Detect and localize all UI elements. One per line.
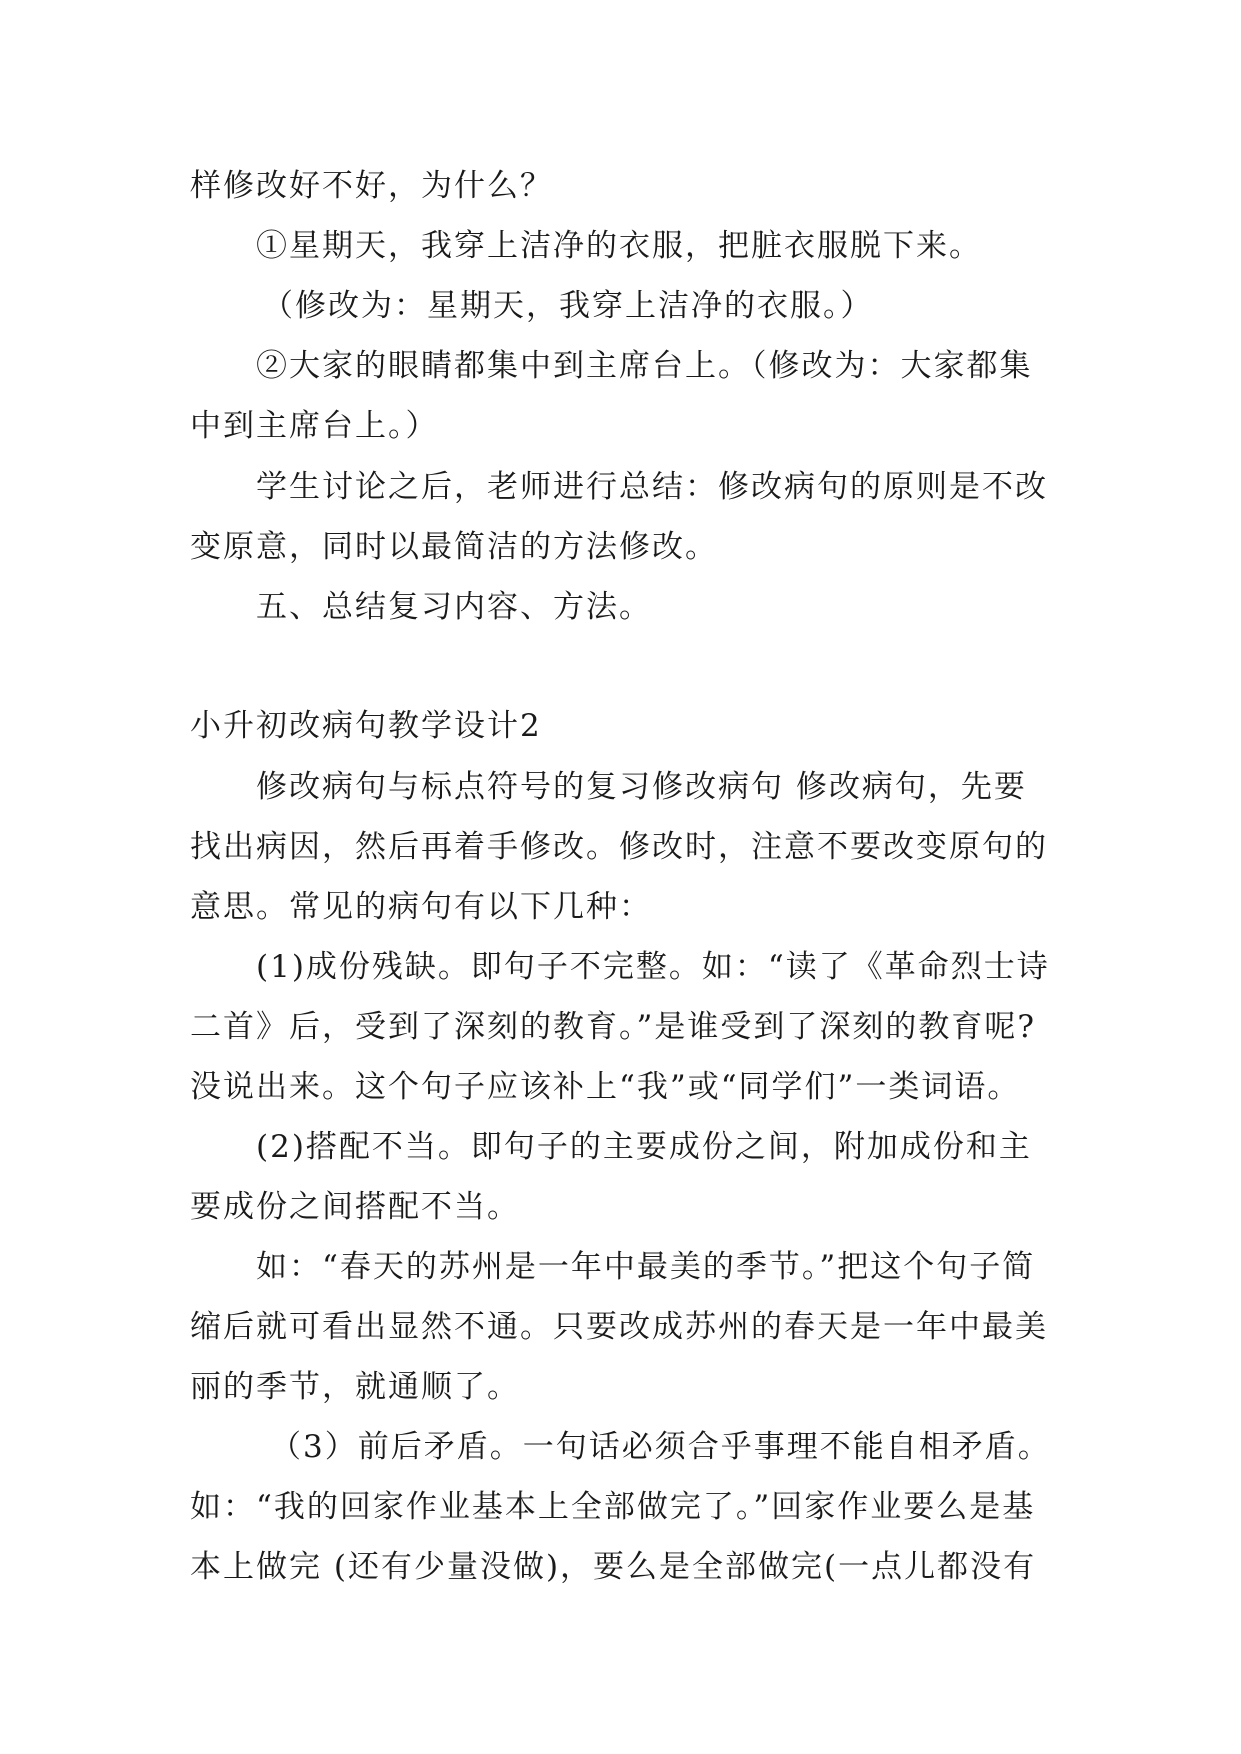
- paragraph-line: 丽的季节，就通顺了。: [190, 1369, 520, 1405]
- paragraph-line: 找出病因，然后再着手修改。修改时，注意不要改变原句的: [190, 829, 1048, 865]
- section-heading: 小升初改病句教学设计2: [190, 708, 542, 744]
- paragraph-line: 学生讨论之后，老师进行总结：修改病句的原则是不改: [256, 469, 1048, 505]
- paragraph-line: 五、总结复习内容、方法。: [256, 589, 652, 625]
- paragraph-line: ①星期天，我穿上洁净的衣服，把脏衣服脱下来。: [256, 228, 982, 264]
- paragraph-line: 意思。常见的病句有以下几种：: [190, 889, 652, 925]
- paragraph-line: 样修改好不好，为什么？: [190, 168, 553, 204]
- paragraph-line: 如：“我的回家作业基本上全部做完了。”回家作业要么是基: [190, 1489, 1036, 1525]
- paragraph-line: 本上做完 (还有少量没做)，要么是全部做完(一点儿都没有: [190, 1549, 1037, 1585]
- paragraph-line: （修改为：星期天，我穿上洁净的衣服。）: [262, 288, 874, 324]
- paragraph-line: 修改病句与标点符号的复习修改病句 修改病句，先要: [256, 769, 1027, 805]
- paragraph-line: 没说出来。这个句子应该补上“我”或“同学们”一类词语。: [190, 1069, 1021, 1105]
- paragraph-line: 缩后就可看出显然不通。只要改成苏州的春天是一年中最美: [190, 1309, 1048, 1345]
- paragraph-line: 中到主席台上。）: [190, 408, 439, 444]
- paragraph-line: 如：“春天的苏州是一年中最美的季节。”把这个句子简: [256, 1249, 1036, 1285]
- paragraph-line: 变原意，同时以最简洁的方法修改。: [190, 529, 718, 565]
- paragraph-line: ②大家的眼睛都集中到主席台上。（修改为：大家都集: [256, 348, 1033, 384]
- paragraph-line: 二首》后，受到了深刻的教育。”是谁受到了深刻的教育呢?: [190, 1009, 1036, 1045]
- paragraph-line: (1)成份残缺。即句子不完整。如：“读了《革命烈士诗: [256, 949, 1050, 985]
- paragraph-line: (2)搭配不当。即句子的主要成份之间，附加成份和主: [256, 1129, 1032, 1165]
- paragraph-line: （3）前后矛盾。一句话必须合乎事理不能自相矛盾。: [270, 1429, 1051, 1465]
- paragraph-line: 要成份之间搭配不当。: [190, 1189, 520, 1225]
